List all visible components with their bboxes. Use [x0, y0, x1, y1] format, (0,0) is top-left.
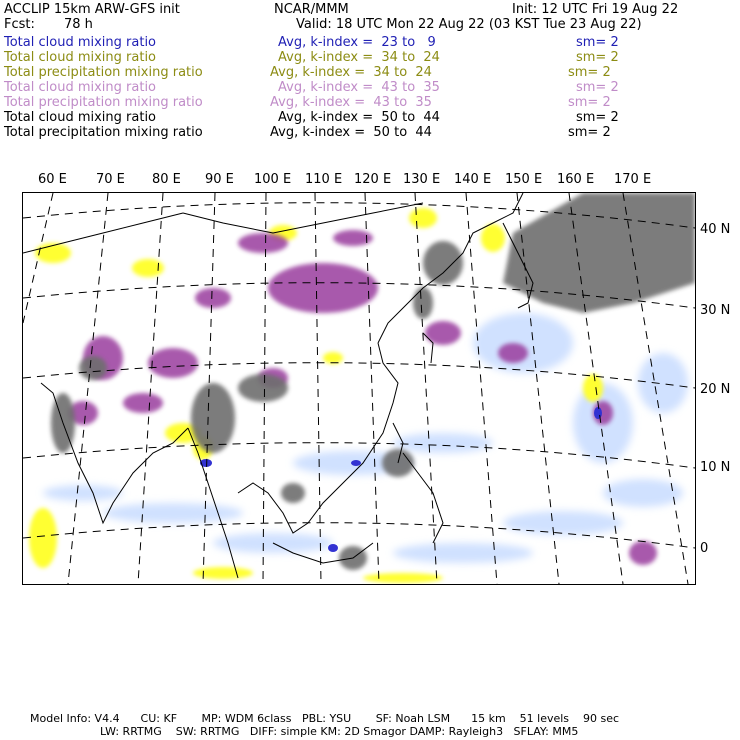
legend-sm: sm= 2 [568, 125, 611, 140]
legend-avg: Avg, k-index = 43 to 35 [278, 80, 440, 95]
lon-label: 140 E [454, 172, 492, 187]
fcst-value: 78 h [64, 17, 93, 32]
legend-avg: Avg, k-index = 50 to 44 [278, 110, 440, 125]
legend-field: Total cloud mixing ratio [4, 80, 157, 95]
map-panel [22, 192, 696, 585]
legend-avg: Avg, k-index = 34 to 24 [278, 50, 440, 65]
lat-label: 20 N [700, 382, 731, 397]
legend-avg: Avg, k-index = 43 to 35 [270, 95, 432, 110]
lon-label: 100 E [254, 172, 292, 187]
legend-field: Total precipitation mixing ratio [4, 95, 203, 110]
legend-avg: Avg, k-index = 23 to 9 [278, 35, 436, 50]
lat-label: 0 [700, 541, 709, 556]
legend-avg: Avg, k-index = 34 to 24 [270, 65, 432, 80]
lon-label: 150 E [505, 172, 543, 187]
lat-label: 30 N [700, 303, 731, 318]
model-info-line2: LW: RRTMG SW: RRTMG DIFF: simple KM: 2D Smagor DAMP: Rayleigh3 SFLAY: MM5 [100, 725, 579, 738]
lat-label: 10 N [700, 460, 731, 475]
legend-sm: sm= 2 [568, 65, 611, 80]
map-canvas [23, 193, 695, 584]
lon-label: 90 E [205, 172, 234, 187]
lat-label: 40 N [700, 222, 731, 237]
legend-sm: sm= 2 [576, 110, 619, 125]
lon-label: 160 E [557, 172, 595, 187]
model-info-line1: Model Info: V4.4 CU: KF MP: WDM 6class PBL: YSU SF: Noah LSM 15 km 51 levels 90 sec [30, 712, 620, 725]
legend-field: Total precipitation mixing ratio [4, 65, 203, 80]
legend-avg: Avg, k-index = 50 to 44 [270, 125, 432, 140]
legend-sm: sm= 2 [576, 35, 619, 50]
legend-field: Total precipitation mixing ratio [4, 125, 203, 140]
model-title: ACCLIP 15km ARW-GFS init [4, 2, 180, 17]
lon-label: 110 E [305, 172, 343, 187]
legend-sm: sm= 2 [576, 80, 619, 95]
lon-label: 120 E [354, 172, 392, 187]
legend-field: Total cloud mixing ratio [4, 50, 157, 65]
valid-time: Valid: 18 UTC Mon 22 Aug 22 (03 KST Tue 23 Aug 22) [296, 17, 642, 32]
legend-field: Total cloud mixing ratio [4, 35, 157, 50]
lon-label: 60 E [38, 172, 67, 187]
fcst-label: Fcst: [4, 17, 35, 32]
legend-sm: sm= 2 [576, 50, 619, 65]
lon-label: 130 E [403, 172, 441, 187]
init-time: Init: 12 UTC Fri 19 Aug 22 [512, 2, 679, 17]
legend-field: Total cloud mixing ratio [4, 110, 157, 125]
lon-label: 70 E [96, 172, 125, 187]
org-label: NCAR/MMM [274, 2, 349, 17]
legend-sm: sm= 2 [568, 95, 611, 110]
lon-label: 80 E [152, 172, 181, 187]
lon-label: 170 E [614, 172, 652, 187]
